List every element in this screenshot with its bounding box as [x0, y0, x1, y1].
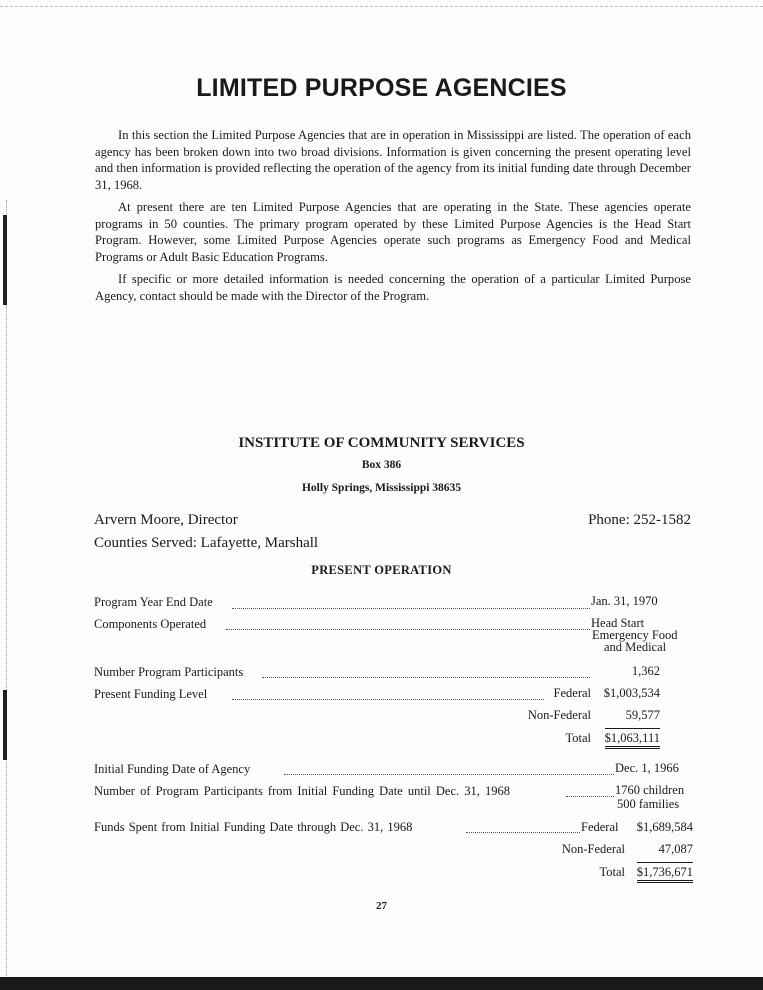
federal-label: Federal	[553, 686, 591, 700]
dot-leader	[232, 608, 590, 609]
history-nonfederal-label: Non-Federal	[561, 842, 625, 856]
agency-name: INSTITUTE OF COMMUNITY SERVICES	[238, 435, 525, 451]
initial-date-label: Initial Funding Date of Agency	[94, 762, 251, 776]
history-total-value: $1,736,671	[637, 862, 693, 883]
history-nonfederal-value: 47,087	[658, 842, 693, 856]
history-participants-label: Number of Program Participants from Initial Funding Date until Dec. 31, 1968	[94, 784, 511, 798]
dot-leader	[566, 796, 614, 797]
dot-leader	[466, 832, 580, 833]
intro-paragraph: At present there are ten Limited Purpose Agencies that are operating in the State. These agencies operate programs in 50 counties. The primary program operated by these Limited Purpose Agencies is the Head Start Program. However, some Limited Purpose Agencies operate such programs as Emergency Food and Medical Programs or Adult Basic Education Programs.	[95, 200, 691, 264]
intro-paragraph: If specific or more detailed information is needed concerning the operation of a particular Limited Purpose Agency, contact should be made with the Director of the Program.	[95, 272, 691, 303]
scan-edge-left	[6, 200, 7, 980]
program-year-end-value: Jan. 31, 1970	[591, 594, 658, 608]
dot-leader	[262, 677, 590, 678]
intro-paragraph: In this section the Limited Purpose Agencies that are in operation in Mississippi are listed. The operation of each agency has been broken down into two broad divisions. Information is given concerning the present operating level and then information is provided reflecting the operation of the agency from its initial funding date through December 31, 1968.	[95, 128, 691, 192]
director: Arvern Moore, Director	[94, 512, 238, 528]
counties-served: Counties Served: Lafayette, Marshall	[94, 535, 319, 551]
agency-box: Box 386	[361, 459, 402, 471]
history-participants-value: 500 families	[617, 797, 680, 811]
component-item: Head Start	[591, 616, 645, 630]
funds-spent-label: Funds Spent from Initial Funding Date through Dec. 31, 1968	[94, 820, 413, 834]
components-label: Components Operated	[94, 617, 207, 631]
agency-city: Holly Springs, Mississippi 38635	[301, 482, 462, 494]
dot-leader	[284, 774, 614, 775]
nonfederal-label: Non-Federal	[527, 708, 591, 722]
section-heading: PRESENT OPERATION	[311, 563, 452, 577]
history-participants-value: 1760 children	[615, 783, 685, 797]
component-item: Emergency Food	[592, 628, 678, 642]
scan-edge-bottom	[0, 977, 763, 990]
binding-mark	[3, 215, 7, 305]
history-federal-label: Federal	[581, 820, 619, 834]
phone: Phone: 252-1582	[588, 512, 691, 528]
total-label: Total	[565, 731, 591, 745]
component-item: and Medical	[604, 640, 667, 654]
scan-edge-top	[0, 6, 763, 7]
program-year-end-label: Program Year End Date	[94, 595, 213, 609]
initial-date-value: Dec. 1, 1966	[615, 761, 679, 775]
total-value: $1,063,111	[605, 728, 660, 749]
funding-label: Present Funding Level	[94, 687, 208, 701]
federal-value: $1,003,534	[603, 686, 660, 700]
binding-mark	[3, 690, 7, 760]
dot-leader	[226, 629, 590, 630]
page-title: LIMITED PURPOSE AGENCIES	[196, 74, 567, 102]
nonfederal-value: 59,577	[625, 708, 660, 722]
participants-label: Number Program Participants	[94, 665, 244, 679]
history-total-label: Total	[599, 865, 625, 879]
dot-leader	[232, 699, 544, 700]
participants-value: 1,362	[631, 664, 660, 678]
history-federal-value: $1,689,584	[636, 820, 693, 834]
page-number: 27	[376, 900, 387, 912]
